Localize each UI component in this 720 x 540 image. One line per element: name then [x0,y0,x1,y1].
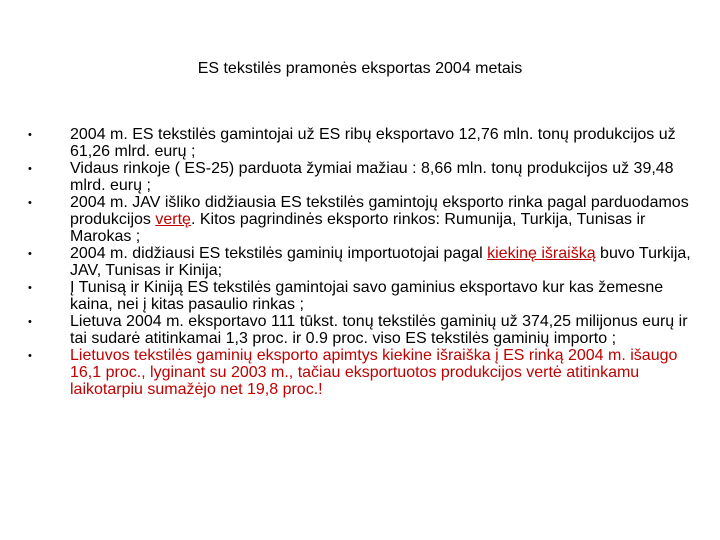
slide-title: ES tekstilės pramonės eksportas 2004 metais [197,60,523,77]
bullet-marker-icon: • [28,197,32,209]
bullet-marker-icon: • [28,350,32,362]
bullet-marker-icon: • [28,316,32,328]
bullet-text: 2004 m. ES tekstilės gamintojai už ES ribų eksportavo 12,76 mln. tonų produkcijos už 61,26 mlrd. eurų ; [70,126,676,160]
bullet-marker-icon: • [28,129,32,141]
bullet-text-end: . Kitos pagrindinės eksporto rinkos: Rumunija, Turkija, Tunisas ir Marokas ; [70,211,646,245]
bullet-item-5 [28,279,698,313]
bullet-list [28,126,698,398]
bullet-item-2 [28,160,698,194]
bullet-text: Lietuva 2004 m. eksportavo 111 tūkst. tonų tekstilės gaminių už 374,25 milijonus eurų ir tai sudarė atitinkamai 1,3 proc. ir 0.9 proc. viso ES tekstilės gaminių importo ; [70,313,688,347]
highlight-term: kiekinę išraišką [487,245,596,262]
bullet-item-6 [28,313,698,347]
bullet-item-1 [28,126,698,160]
bullet-item-7 [28,347,698,398]
highlight-term: vertę [155,211,191,228]
bullet-text-start: 2004 m. didžiausi ES tekstilės gaminių importuotojai pagal [70,245,488,262]
bullet-text: Vidaus rinkoje ( ES-25) parduota žymiai mažiau : 8,66 mln. tonų produkcijos už 39,48 mlrd. eurų ; [70,160,674,194]
bullet-item-4 [28,245,698,279]
bullet-text: Lietuvos tekstilės gaminių eksporto apimtys kiekine išraiška į ES rinką 2004 m. išaugo 16,1 proc., lyginant su 2003 m., tačiau eksportuotos produkcijos vertė atitinkamu laikotarpiu sumažėjo net 19,8 proc.! [70,347,678,398]
bullet-text: Į Tunisą ir Kiniją ES tekstilės gamintojai savo gaminius eksportavo kur kas žemesne kaina, nei į kitas pasaulio rinkas ; [70,279,664,313]
bullet-text-end: buvo Turkija, JAV, Tunisas ir Kinija; [70,245,691,279]
bullet-item-3 [28,194,698,245]
bullet-marker-icon: • [28,163,32,175]
bullet-marker-icon: • [28,248,32,260]
bullet-marker-icon: • [28,282,32,294]
bullet-text-start: 2004 m. JAV išliko didžiausia ES tekstilės gamintojų eksporto rinka pagal parduodamos produkcijos [70,194,689,228]
